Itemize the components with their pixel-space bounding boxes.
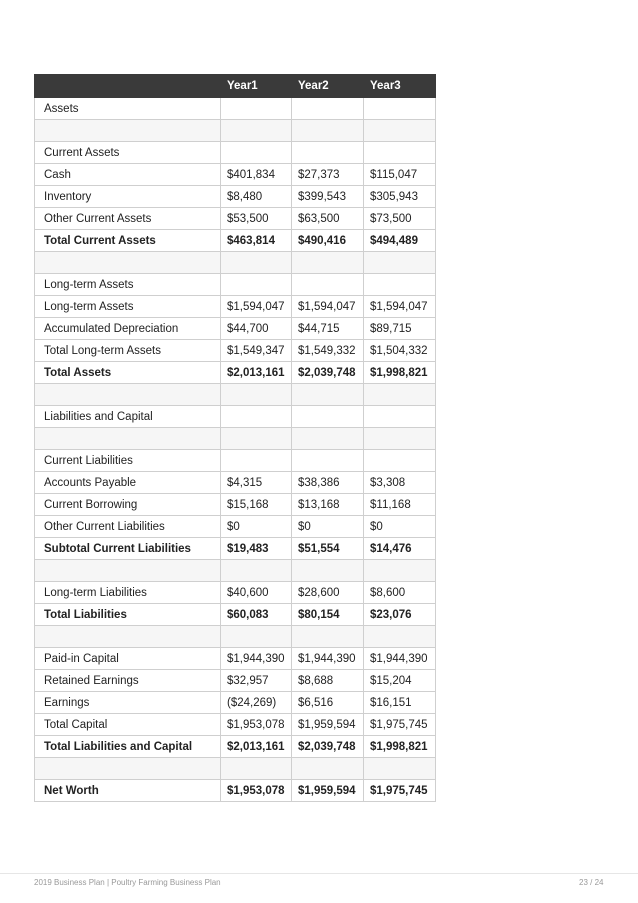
table-row bbox=[35, 450, 436, 472]
table-row bbox=[35, 648, 436, 670]
row-label-cell: Paid-in Capital bbox=[35, 648, 221, 670]
header-year2: Year2 bbox=[292, 75, 364, 98]
year1-cell: $44,700 bbox=[221, 318, 292, 340]
year2-cell: $6,516 bbox=[292, 692, 364, 714]
year3-cell: $115,047 bbox=[364, 164, 436, 186]
year1-cell bbox=[221, 428, 292, 450]
year2-cell: $51,554 bbox=[292, 538, 364, 560]
year3-cell: $1,594,047 bbox=[364, 296, 436, 318]
year2-cell: $13,168 bbox=[292, 494, 364, 516]
row-label-cell: Cash bbox=[35, 164, 221, 186]
year3-cell: $23,076 bbox=[364, 604, 436, 626]
year3-cell bbox=[364, 274, 436, 296]
row-label-cell: Earnings bbox=[35, 692, 221, 714]
table-row bbox=[35, 692, 436, 714]
table-row bbox=[35, 736, 436, 758]
table-row bbox=[35, 340, 436, 362]
table-row bbox=[35, 780, 436, 802]
year2-cell bbox=[292, 252, 364, 274]
row-label-cell: Total Liabilities and Capital bbox=[35, 736, 221, 758]
table-row bbox=[35, 208, 436, 230]
year3-cell bbox=[364, 252, 436, 274]
year3-cell: $3,308 bbox=[364, 472, 436, 494]
table-row bbox=[35, 560, 436, 582]
year1-cell: $4,315 bbox=[221, 472, 292, 494]
year3-cell bbox=[364, 428, 436, 450]
year1-cell: $60,083 bbox=[221, 604, 292, 626]
year3-cell bbox=[364, 450, 436, 472]
year2-cell bbox=[292, 626, 364, 648]
footer-page-number: 23 / 24 bbox=[579, 878, 604, 887]
year1-cell: $0 bbox=[221, 516, 292, 538]
table-row bbox=[35, 296, 436, 318]
row-label-cell bbox=[35, 626, 221, 648]
row-label-cell: Accumulated Depreciation bbox=[35, 318, 221, 340]
year2-cell bbox=[292, 450, 364, 472]
year1-cell bbox=[221, 384, 292, 406]
year1-cell: $1,549,347 bbox=[221, 340, 292, 362]
row-label-cell bbox=[35, 252, 221, 274]
year1-cell: $463,814 bbox=[221, 230, 292, 252]
table-row bbox=[35, 164, 436, 186]
year3-cell: $14,476 bbox=[364, 538, 436, 560]
year2-cell: $38,386 bbox=[292, 472, 364, 494]
table-row bbox=[35, 604, 436, 626]
year3-cell bbox=[364, 626, 436, 648]
row-label-cell: Total Current Assets bbox=[35, 230, 221, 252]
year2-cell: $2,039,748 bbox=[292, 736, 364, 758]
row-label-cell: Current Assets bbox=[35, 142, 221, 164]
year3-cell: $1,998,821 bbox=[364, 736, 436, 758]
row-label-cell: Inventory bbox=[35, 186, 221, 208]
year1-cell bbox=[221, 98, 292, 120]
table-row bbox=[35, 98, 436, 120]
year1-cell: $2,013,161 bbox=[221, 362, 292, 384]
year2-cell: $1,959,594 bbox=[292, 780, 364, 802]
year2-cell: $8,688 bbox=[292, 670, 364, 692]
row-label-cell bbox=[35, 428, 221, 450]
footer-document-title: 2019 Business Plan | Poultry Farming Business Plan bbox=[34, 878, 221, 887]
year2-cell: $80,154 bbox=[292, 604, 364, 626]
year3-cell: $1,975,745 bbox=[364, 780, 436, 802]
year1-cell bbox=[221, 142, 292, 164]
row-label-cell bbox=[35, 560, 221, 582]
table-row bbox=[35, 318, 436, 340]
row-label-cell: Assets bbox=[35, 98, 221, 120]
row-label-cell: Net Worth bbox=[35, 780, 221, 802]
year3-cell: $1,998,821 bbox=[364, 362, 436, 384]
year2-cell: $28,600 bbox=[292, 582, 364, 604]
year3-cell bbox=[364, 142, 436, 164]
row-label-cell: Liabilities and Capital bbox=[35, 406, 221, 428]
year3-cell bbox=[364, 758, 436, 780]
row-label-cell: Other Current Liabilities bbox=[35, 516, 221, 538]
year1-cell: $19,483 bbox=[221, 538, 292, 560]
table-row bbox=[35, 186, 436, 208]
table-row bbox=[35, 714, 436, 736]
table-row bbox=[35, 626, 436, 648]
table-row bbox=[35, 670, 436, 692]
year3-cell: $11,168 bbox=[364, 494, 436, 516]
row-label-cell: Long-term Assets bbox=[35, 296, 221, 318]
year2-cell: $1,549,332 bbox=[292, 340, 364, 362]
year3-cell: $89,715 bbox=[364, 318, 436, 340]
year1-cell: $53,500 bbox=[221, 208, 292, 230]
year1-cell: $1,594,047 bbox=[221, 296, 292, 318]
year3-cell: $1,504,332 bbox=[364, 340, 436, 362]
year1-cell: $1,944,390 bbox=[221, 648, 292, 670]
row-label-cell bbox=[35, 758, 221, 780]
year3-cell: $15,204 bbox=[364, 670, 436, 692]
year1-cell: $1,953,078 bbox=[221, 780, 292, 802]
year1-cell: $2,013,161 bbox=[221, 736, 292, 758]
table-row bbox=[35, 274, 436, 296]
year2-cell bbox=[292, 406, 364, 428]
year3-cell bbox=[364, 120, 436, 142]
table-row bbox=[35, 582, 436, 604]
year3-cell: $16,151 bbox=[364, 692, 436, 714]
year2-cell: $63,500 bbox=[292, 208, 364, 230]
year2-cell bbox=[292, 274, 364, 296]
balance-sheet-table bbox=[34, 74, 436, 802]
year3-cell bbox=[364, 98, 436, 120]
table-row bbox=[35, 362, 436, 384]
year2-cell bbox=[292, 384, 364, 406]
year2-cell: $399,543 bbox=[292, 186, 364, 208]
year2-cell bbox=[292, 758, 364, 780]
year2-cell bbox=[292, 98, 364, 120]
header-label-column bbox=[35, 75, 221, 98]
year3-cell bbox=[364, 406, 436, 428]
table-row bbox=[35, 406, 436, 428]
row-label-cell bbox=[35, 120, 221, 142]
table-row bbox=[35, 494, 436, 516]
year3-cell bbox=[364, 384, 436, 406]
table-row bbox=[35, 428, 436, 450]
year2-cell bbox=[292, 120, 364, 142]
header-year3: Year3 bbox=[364, 75, 436, 98]
year1-cell bbox=[221, 560, 292, 582]
row-label-cell: Subtotal Current Liabilities bbox=[35, 538, 221, 560]
year1-cell: $8,480 bbox=[221, 186, 292, 208]
row-label-cell bbox=[35, 384, 221, 406]
year3-cell: $494,489 bbox=[364, 230, 436, 252]
year3-cell: $1,975,745 bbox=[364, 714, 436, 736]
year3-cell: $73,500 bbox=[364, 208, 436, 230]
table-row bbox=[35, 538, 436, 560]
row-label-cell: Current Liabilities bbox=[35, 450, 221, 472]
year1-cell bbox=[221, 252, 292, 274]
year2-cell: $1,959,594 bbox=[292, 714, 364, 736]
table-row bbox=[35, 472, 436, 494]
year1-cell: $401,834 bbox=[221, 164, 292, 186]
table-row bbox=[35, 516, 436, 538]
year3-cell: $305,943 bbox=[364, 186, 436, 208]
year3-cell: $8,600 bbox=[364, 582, 436, 604]
year1-cell: $1,953,078 bbox=[221, 714, 292, 736]
table-row bbox=[35, 120, 436, 142]
row-label-cell: Long-term Liabilities bbox=[35, 582, 221, 604]
table-row bbox=[35, 142, 436, 164]
row-label-cell: Other Current Assets bbox=[35, 208, 221, 230]
row-label-cell: Total Long-term Assets bbox=[35, 340, 221, 362]
year2-cell: $1,594,047 bbox=[292, 296, 364, 318]
year2-cell: $0 bbox=[292, 516, 364, 538]
row-label-cell: Total Liabilities bbox=[35, 604, 221, 626]
row-label-cell: Retained Earnings bbox=[35, 670, 221, 692]
year2-cell bbox=[292, 142, 364, 164]
year2-cell bbox=[292, 560, 364, 582]
year1-cell: $15,168 bbox=[221, 494, 292, 516]
year1-cell bbox=[221, 626, 292, 648]
year1-cell: $32,957 bbox=[221, 670, 292, 692]
row-label-cell: Total Capital bbox=[35, 714, 221, 736]
row-label-cell: Current Borrowing bbox=[35, 494, 221, 516]
year3-cell: $1,944,390 bbox=[364, 648, 436, 670]
table-header-row bbox=[35, 75, 436, 98]
year3-cell bbox=[364, 560, 436, 582]
table-row bbox=[35, 252, 436, 274]
row-label-cell: Total Assets bbox=[35, 362, 221, 384]
table-row bbox=[35, 230, 436, 252]
year1-cell bbox=[221, 406, 292, 428]
year1-cell bbox=[221, 274, 292, 296]
row-label-cell: Long-term Assets bbox=[35, 274, 221, 296]
table-row bbox=[35, 384, 436, 406]
table-row bbox=[35, 758, 436, 780]
year1-cell: ($24,269) bbox=[221, 692, 292, 714]
year2-cell: $44,715 bbox=[292, 318, 364, 340]
year1-cell bbox=[221, 758, 292, 780]
year2-cell: $2,039,748 bbox=[292, 362, 364, 384]
year2-cell: $490,416 bbox=[292, 230, 364, 252]
year1-cell bbox=[221, 120, 292, 142]
year2-cell bbox=[292, 428, 364, 450]
year1-cell bbox=[221, 450, 292, 472]
year1-cell: $40,600 bbox=[221, 582, 292, 604]
page-footer bbox=[0, 873, 638, 887]
year3-cell: $0 bbox=[364, 516, 436, 538]
year2-cell: $1,944,390 bbox=[292, 648, 364, 670]
row-label-cell: Accounts Payable bbox=[35, 472, 221, 494]
year2-cell: $27,373 bbox=[292, 164, 364, 186]
header-year1: Year1 bbox=[221, 75, 292, 98]
